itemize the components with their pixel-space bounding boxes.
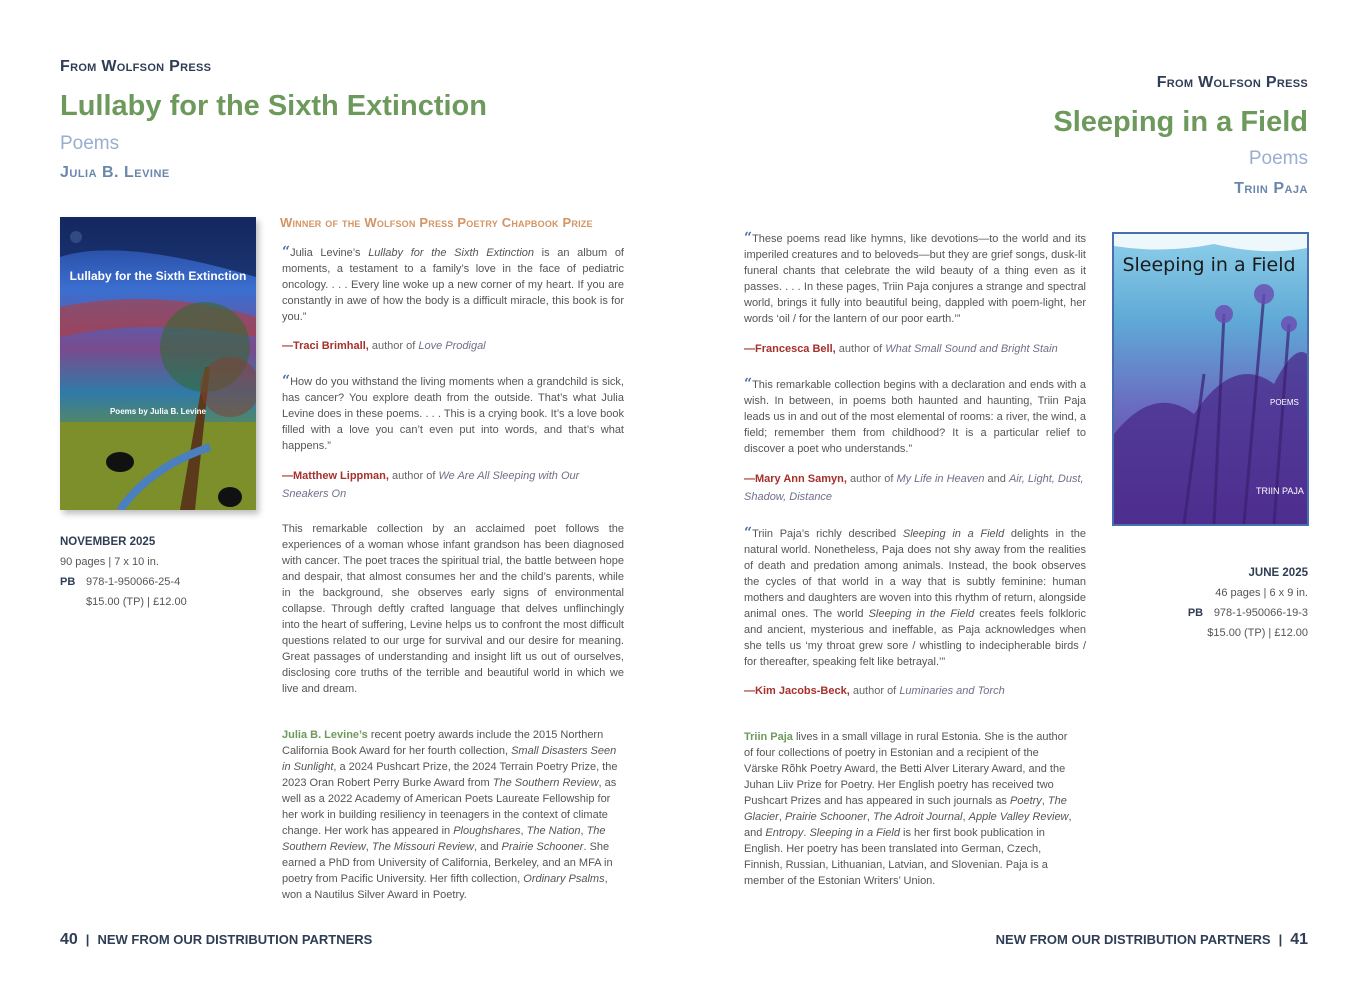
right-book-meta bbox=[1108, 563, 1308, 643]
right-book-cover bbox=[1112, 232, 1309, 526]
left-format: PB bbox=[60, 576, 76, 588]
right-book-subtitle: Poems bbox=[1248, 148, 1308, 169]
right-author-bio: Triin Paja lives in a small village in rural Estonia. She is the author of four collections of poetry in Estonian and a recipient of the Värske Rõhk Poetry Award, the Betti Alver Literary Award, and the Juhan Liiv Prize for Poetry. Her English poetry has received two Pushcart Prizes and has appeared in such journals as Poetry, The Glacier, Prairie Schooner, The Adroit Journal, Apple Valley Review, and Entropy. Sleeping in a Field is her first book publication in English. Her poetry has been translated into German, Czech, Finnish, Russian, Lithuanian, Latvian, and Slovenian. Paja is a member of the Estonian Writers’ Union. bbox=[744, 731, 1072, 887]
open-quote-icon: “ bbox=[744, 525, 753, 541]
left-book-author: Julia B. Levine bbox=[60, 164, 170, 181]
right-page-number: 41 bbox=[1290, 931, 1308, 948]
right-attribution-3: —Kim Jacobs-Beck, author of Luminaries and Torch bbox=[744, 685, 1005, 697]
right-attribution-1: —Francesca Bell, author of What Small Sound and Bright Stain bbox=[744, 343, 1058, 355]
right-cover-label: POEMS bbox=[1270, 398, 1299, 407]
open-quote-icon: “ bbox=[282, 373, 291, 389]
left-quote-2: “How do you withstand the living moments when a grandchild is sick, has cancer? You explore death from the outside. That’s what Julia Levine does in these poems. . . . This is a crying book. It’s a love book filled with a love you can’t even put into words, and that’s what happens.” bbox=[282, 373, 624, 452]
left-book-title: Lullaby for the Sixth Extinction bbox=[60, 90, 487, 122]
right-pages: 46 pages | 6 x 9 in. bbox=[1215, 587, 1308, 599]
right-press-label: From Wolfson Press bbox=[1156, 74, 1308, 91]
right-pub-date: JUNE 2025 bbox=[1248, 567, 1308, 579]
right-price: $15.00 (TP) | £12.00 bbox=[1207, 627, 1308, 639]
right-cover-art bbox=[1114, 234, 1307, 524]
right-book-title: Sleeping in a Field bbox=[1053, 106, 1308, 138]
left-pages: 90 pages | 7 x 10 in. bbox=[60, 556, 159, 568]
left-isbn: 978-1-950066-25-4 bbox=[86, 576, 181, 588]
left-pub-date: NOVEMBER 2025 bbox=[60, 536, 156, 548]
right-format: PB bbox=[1187, 607, 1204, 619]
right-quote-2: “This remarkable collection begins with a declaration and ends with a wish. In between, in poems both haunted and haunting, Triin Paja leads us in and out of the most elemental of rooms: a river, the wind, a field; remember them from childhood? It is a particular relief to discover a poet who understands.” bbox=[744, 376, 1086, 455]
left-footer: 40 | NEW FROM OUR DISTRIBUTION PARTNERS bbox=[60, 931, 373, 948]
right-cover-title: Sleeping in a Field bbox=[1122, 254, 1296, 276]
left-press-label: From Wolfson Press bbox=[60, 58, 212, 75]
left-footer-label: NEW FROM OUR DISTRIBUTION PARTNERS bbox=[97, 932, 373, 947]
left-author-bio: Julia B. Levine’s recent poetry awards include the 2015 Northern California Book Award for her fourth collection, Small Disasters Seen in Sunlight, a 2024 Pushcart Prize, the 2024 Terrain Poetry Prize, the 2023 Oran Robert Perry Burke Award from The Southern Review, as well as a 2022 Academy of American Poets Laureate Fellowship for her work in building resiliency in teenagers in the context of climate change. Her work has appeared in Ploughshares, The Nation, The Southern Review, The Missouri Review, and Prairie Schooner. She earned a PhD from University of California, Berkeley, and an MFA in poetry from Pacific University. Her fifth collection, Ordinary Psalms, won a Nautilus Silver Award in Poetry. bbox=[282, 729, 618, 901]
left-cover-byline: Poems by Julia B. Levine bbox=[109, 407, 207, 416]
right-isbn: 978-1-950066-19-3 bbox=[1213, 607, 1308, 619]
right-cover-author: TRIIN PAJA bbox=[1256, 486, 1304, 496]
open-quote-icon: “ bbox=[282, 244, 291, 260]
left-book-subtitle: Poems bbox=[60, 133, 120, 154]
left-book-meta bbox=[60, 532, 260, 612]
left-price: $15.00 (TP) | £12.00 bbox=[86, 596, 187, 608]
right-footer: NEW FROM OUR DISTRIBUTION PARTNERS | 41 bbox=[995, 931, 1308, 948]
right-footer-label: NEW FROM OUR DISTRIBUTION PARTNERS bbox=[995, 932, 1271, 947]
right-attribution-2: —Mary Ann Samyn, author of My Life in Heaven and Air, Light, Dust, Shadow, Distance bbox=[744, 473, 1084, 503]
left-cover-title: Lullaby for the Sixth Extinction bbox=[69, 269, 247, 283]
open-quote-icon: “ bbox=[744, 376, 753, 392]
left-quote-1: “Julia Levine’s Lullaby for the Sixth Extinction is an album of moments, a testament to a family’s love in the face of pediatric oncology. . . . Every line woke up a new corner of my heart. If you are constantly in awe of how the body is a difficult miracle, this book is for you.” bbox=[282, 244, 624, 323]
left-attribution-2: —Matthew Lippman, author of We Are All Sleeping with Our Sneakers On bbox=[282, 470, 580, 500]
left-description: This remarkable collection by an acclaimed poet follows the experiences of a woman whose infant grandson has been diagnosed with cancer. The poet traces the spiritual trial, the battle between hope and despair, that almost consumes her and the child’s parents, while in the background, she observes early signs of environmental collapse. Through deftly crafted language that delves unflinchingly into the heart of suffering, Levine helps us to confront the most difficult questions related to our urge for survival and our desire for meaning. Great passages of understanding and insight lift us out of ourselves, disclosing core truths of the terrible and beautiful world in which we live and dream. bbox=[282, 523, 624, 695]
left-page-number: 40 bbox=[60, 931, 78, 948]
left-cover-art bbox=[60, 217, 256, 510]
left-book-cover bbox=[60, 217, 256, 510]
open-quote-icon: “ bbox=[744, 230, 753, 246]
right-quote-3: “Triin Paja’s richly described Sleeping in a Field delights in the natural world. Nonetheless, Paja does not shy away from the realities of death and predation among animals. Instead, the book observes the cycles of that world in a way that is subtly feminine: human mothers and daughters are woven into this rhythm of return, alongside animal ones. The world Sleeping in the Field creates feels folkloric and ancient, mysterious and ineffable, as Paja acknowledges when she tells us ‘my throat grew sore / whistling to indecipherable birds / for thereafter, speaking felt like betrayal.’” bbox=[744, 525, 1086, 668]
left-attribution-1: —Traci Brimhall, author of Love Prodigal bbox=[282, 340, 486, 352]
right-book-author: Triin Paja bbox=[1234, 180, 1308, 197]
left-prize-label: Winner of the Wolfson Press Poetry Chapbook Prize bbox=[280, 215, 593, 230]
right-quote-1: “These poems read like hymns, like devotions—to the world and its imperiled creatures and to beloveds—but they are grief songs, dusk-lit funeral chants that celebrate the wild beauty of a thing even as it passes. . . . In these pages, Triin Paja conjures a strange and spectral world, brings it fully into beautiful being, dappled with poem-light, her words ‘oil / for the lantern of our poor earth.’” bbox=[744, 230, 1086, 325]
